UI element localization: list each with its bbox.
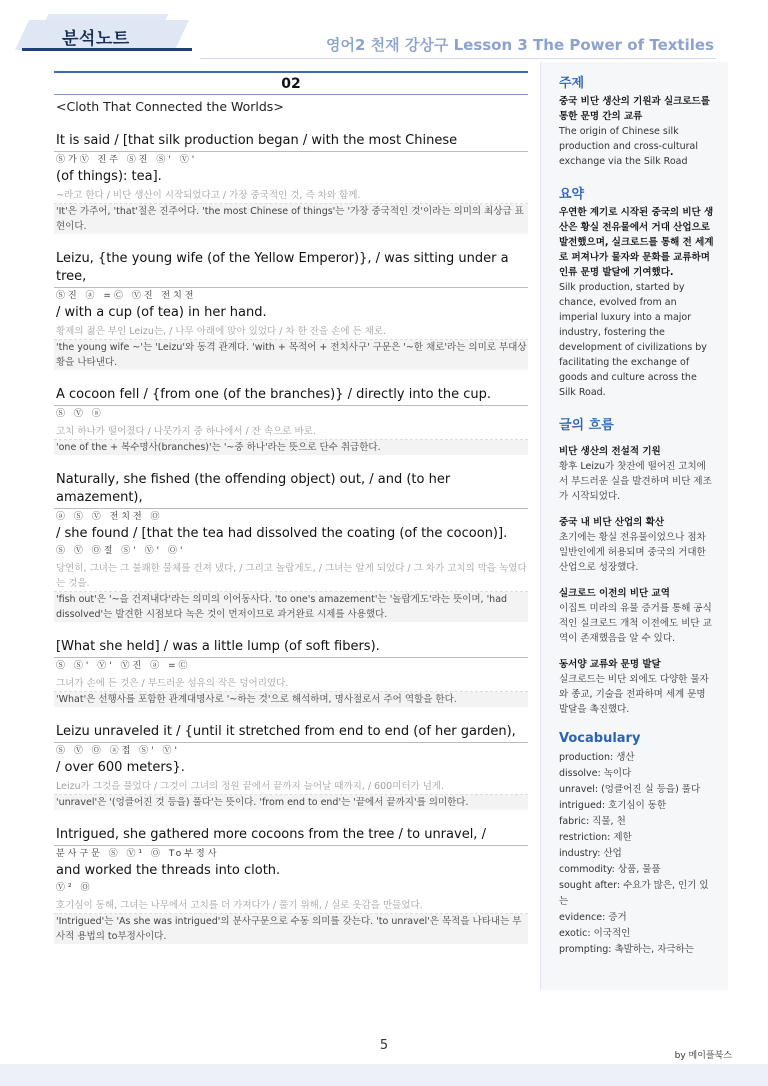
summary-korean: 우연한 계기로 시작된 중국의 비단 생산은 황실 전유물에서 거대 산업으로 발전했으며, 실크로드를 통해 전 세계로 퍼져나가 물자와 문화를 교류하며 인류 문명 발달에 기여했다. — [559, 207, 714, 278]
translation: 황제의 젊은 부인 Leizu는, / 나무 아래에 앉아 있었다 / 차 한 잔을 손에 든 채로. — [54, 324, 528, 340]
main-content — [54, 71, 528, 944]
flow-step-heading: 중국 내 비단 산업의 확산 — [559, 517, 664, 528]
sentence-line: It is said / [that silk production began / with the most Chinese — [54, 132, 528, 152]
flow-step-text: 초기에는 황실 전유물이었으나 점차 일반인에게 허용되며 중국의 거대한 산업으로 성장했다. — [559, 532, 706, 573]
sentence-block — [54, 723, 528, 810]
header-divider — [200, 58, 716, 59]
flow-step-text: 실크로드는 비단 외에도 다양한 물자와 종교, 기술을 전파하며 세계 문명 발달을 촉진했다. — [559, 674, 709, 715]
flow-step-heading: 동서양 교류와 문명 발달 — [559, 659, 661, 670]
vocab-item: fabric: 직물, 천 — [559, 816, 626, 827]
side-panel — [540, 62, 728, 990]
page-header — [0, 0, 768, 62]
sentence-line: Intrigued, she gathered more cocoons from the tree / to unravel, / — [54, 826, 528, 846]
sentence-line: [What she held] / was a little lump (of soft fibers). — [54, 638, 528, 658]
sentence-line: Naturally, she fished (the offending object) out, / and (to her amazement), — [54, 471, 528, 509]
grammar-note: 'unravel'은 '(엉클어진 것 등을) 풀다'는 뜻이다. 'from end to end'는 '끝에서 끝까지'를 의미한다. — [54, 795, 528, 810]
sentence-block — [54, 471, 528, 622]
sentence-line: and worked the threads into cloth. — [56, 863, 281, 878]
translation: 호기심이 동해, 그녀는 나무에서 고치를 더 가져다가 / 풀기 위해, / 실로 옷감을 만들었다. — [54, 898, 528, 914]
vocab-item: unravel: (엉클어진 실 등을) 풀다 — [559, 784, 701, 795]
sentence-line: Leizu, {the young wife (of the Yellow Emperor)}, / was sitting under a tree, — [54, 250, 528, 288]
sentence-line: Leizu unraveled it / {until it stretched from end to end (of her garden), — [54, 723, 528, 743]
grammar-note: 'fish out'은 '~을 건져내다'라는 의미의 이어동사다. 'to one's amazement'는 '놀랍게도'라는 뜻이며, 'had dissolved'는 발견한 시점보다 녹은 것이 먼저이므로 과거완료 시제를 사용했다. — [54, 592, 528, 622]
grammar-markers: Ⓢ Ⓥ Ⓞ ⓐ접 Ⓢ' Ⓥ' — [56, 746, 180, 756]
sentence-block — [54, 386, 528, 455]
section-number: 02 — [281, 76, 301, 92]
grammar-note: 'one of the + 복수명사(branches)'는 '~중 하나'라는 뜻으로 단수 취급한다. — [54, 440, 528, 455]
grammar-note: 'Intrigued'는 'As she was intrigued'의 분사구문으로 수동 의미를 갖는다. 'to unravel'은 목적을 나타내는 부사적 용법의 to부정사이다. — [54, 914, 528, 944]
grammar-markers: Ⓢ가Ⓥ 진주 Ⓢ진 Ⓢ' Ⓥ' — [56, 155, 198, 165]
grammar-markers: Ⓢ Ⓥ ⓐ — [56, 409, 104, 419]
sentence-block — [54, 132, 528, 234]
section-tag: 분석노트 — [62, 29, 130, 49]
topic-heading: 주제 — [559, 76, 585, 91]
flow-heading: 글의 흐름 — [559, 418, 614, 433]
translation: 그녀가 손에 든 것은 / 부드러운 섬유의 작은 덩어리였다. — [54, 676, 528, 692]
vocab-item: restriction: 제한 — [559, 832, 632, 843]
flow-step-heading: 실크로드 이전의 비단 교역 — [559, 588, 670, 599]
sentence-line: / with a cup (of tea) in her hand. — [56, 305, 267, 320]
grammar-markers: 분사구문 Ⓢ Ⓥ¹ Ⓞ To부정사 — [56, 849, 220, 859]
grammar-markers: Ⓥ² Ⓞ — [56, 883, 93, 893]
vocabulary-heading: Vocabulary — [559, 731, 641, 746]
vocab-item: commodity: 상품, 물품 — [559, 864, 661, 875]
vocab-item: exotic: 이국적인 — [559, 928, 631, 939]
vocab-item: industry: 산업 — [559, 848, 622, 859]
vocab-item: evidence: 증거 — [559, 912, 627, 923]
translation: 당연히, 그녀는 그 불쾌한 물체를 건져 냈다, / 그리고 놀랍게도, / 그녀는 알게 되었다 / 그 차가 고치의 막을 녹였다는 것을. — [54, 561, 528, 592]
vocab-item: production: 생산 — [559, 752, 635, 763]
summary-english: Silk production, started by chance, evolved from an imperial luxury into a major industry, fostering the development of civilizations by facilitating the exchange of goods and culture across the Silk Road. — [559, 282, 707, 398]
translation: 고치 하나가 떨어졌다 / 나뭇가지 중 하나에서 / 잔 속으로 바로. — [54, 424, 528, 440]
translation: ~라고 한다 / 비단 생산이 시작되었다고 / 가장 중국적인 것, 즉 차와 함께. — [54, 188, 528, 204]
sentence-line: / she found / [that the tea had dissolved the coating (of the cocoon)]. — [56, 526, 508, 541]
grammar-note: 'the young wife ~'는 'Leizu'와 동격 관계다. 'with + 목적어 + 전치사구' 구문은 '~한 채로'라는 의미로 부대상황을 나타낸다. — [56, 342, 527, 368]
grammar-markers: Ⓢ진 ⓐ =Ⓒ Ⓥ진 전치전 — [56, 291, 197, 301]
summary-heading: 요약 — [559, 187, 585, 202]
sentence-block — [54, 638, 528, 707]
vocab-item: sought after: 수요가 많은, 인기 있는 — [559, 880, 709, 907]
grammar-markers: ⓐ Ⓢ Ⓥ 전치전 Ⓞ — [56, 512, 163, 522]
header-title: 영어2 천재 강상구 Lesson 3 The Power of Textiles — [326, 36, 714, 54]
topic-korean: 중국 비단 생산의 기원과 실크로드를 통한 문명 간의 교류 — [559, 96, 710, 122]
sentence-block — [54, 826, 528, 944]
sentence-line: / over 600 meters}. — [56, 760, 185, 775]
footer-band — [0, 1064, 768, 1086]
publisher-brand: by 메이플북스 — [674, 1051, 732, 1061]
page-number: 5 — [379, 1038, 389, 1053]
topic-english: The origin of Chinese silk production and cross-cultural exchange via the Silk Road — [559, 126, 698, 167]
grammar-markers: Ⓢ Ⓢ' Ⓥ' Ⓥ진 ⓐ =Ⓒ — [56, 661, 191, 671]
grammar-note: 'What'은 선행사를 포함한 관계대명사로 '~하는 것'으로 해석하며, 명사절로서 주어 역할을 한다. — [54, 692, 528, 707]
sentence-line: (of things): tea]. — [56, 169, 162, 184]
vocab-item: intrigued: 호기심이 동한 — [559, 800, 667, 811]
grammar-note: 'It'은 가주어, 'that'절은 진주어다. 'the most Chinese of things'는 '가장 중국적인 것'이라는 의미의 최상급 표현이다. — [54, 204, 528, 234]
vocab-item: dissolve: 녹이다 — [559, 768, 632, 779]
flow-step-heading: 비단 생산의 전설적 기원 — [559, 446, 661, 457]
vocab-item: prompting: 촉발하는, 자극하는 — [559, 944, 694, 955]
sentence-line: A cocoon fell / {from one (of the branches)} / directly into the cup. — [54, 386, 528, 406]
passage-title: <Cloth That Connected the Worlds> — [56, 99, 284, 114]
flow-step-text: 황후 Leizu가 찻잔에 떨어진 고치에서 부드러운 실을 발견하며 비단 제조가 시작되었다. — [559, 461, 712, 502]
sentence-block — [54, 250, 528, 370]
grammar-markers: Ⓢ Ⓥ Ⓞ절 Ⓢ' Ⓥ' Ⓞ' — [56, 546, 186, 556]
translation: Leizu가 그것을 풀었다 / 그것이 그녀의 정원 끝에서 끝까지 늘어날 때까지, / 600미터가 넘게. — [54, 779, 528, 795]
flow-step-text: 이집트 미라의 유물 증거를 통해 공식적인 실크로드 개척 이전에도 비단 교역이 존재했음을 알 수 있다. — [559, 603, 712, 644]
